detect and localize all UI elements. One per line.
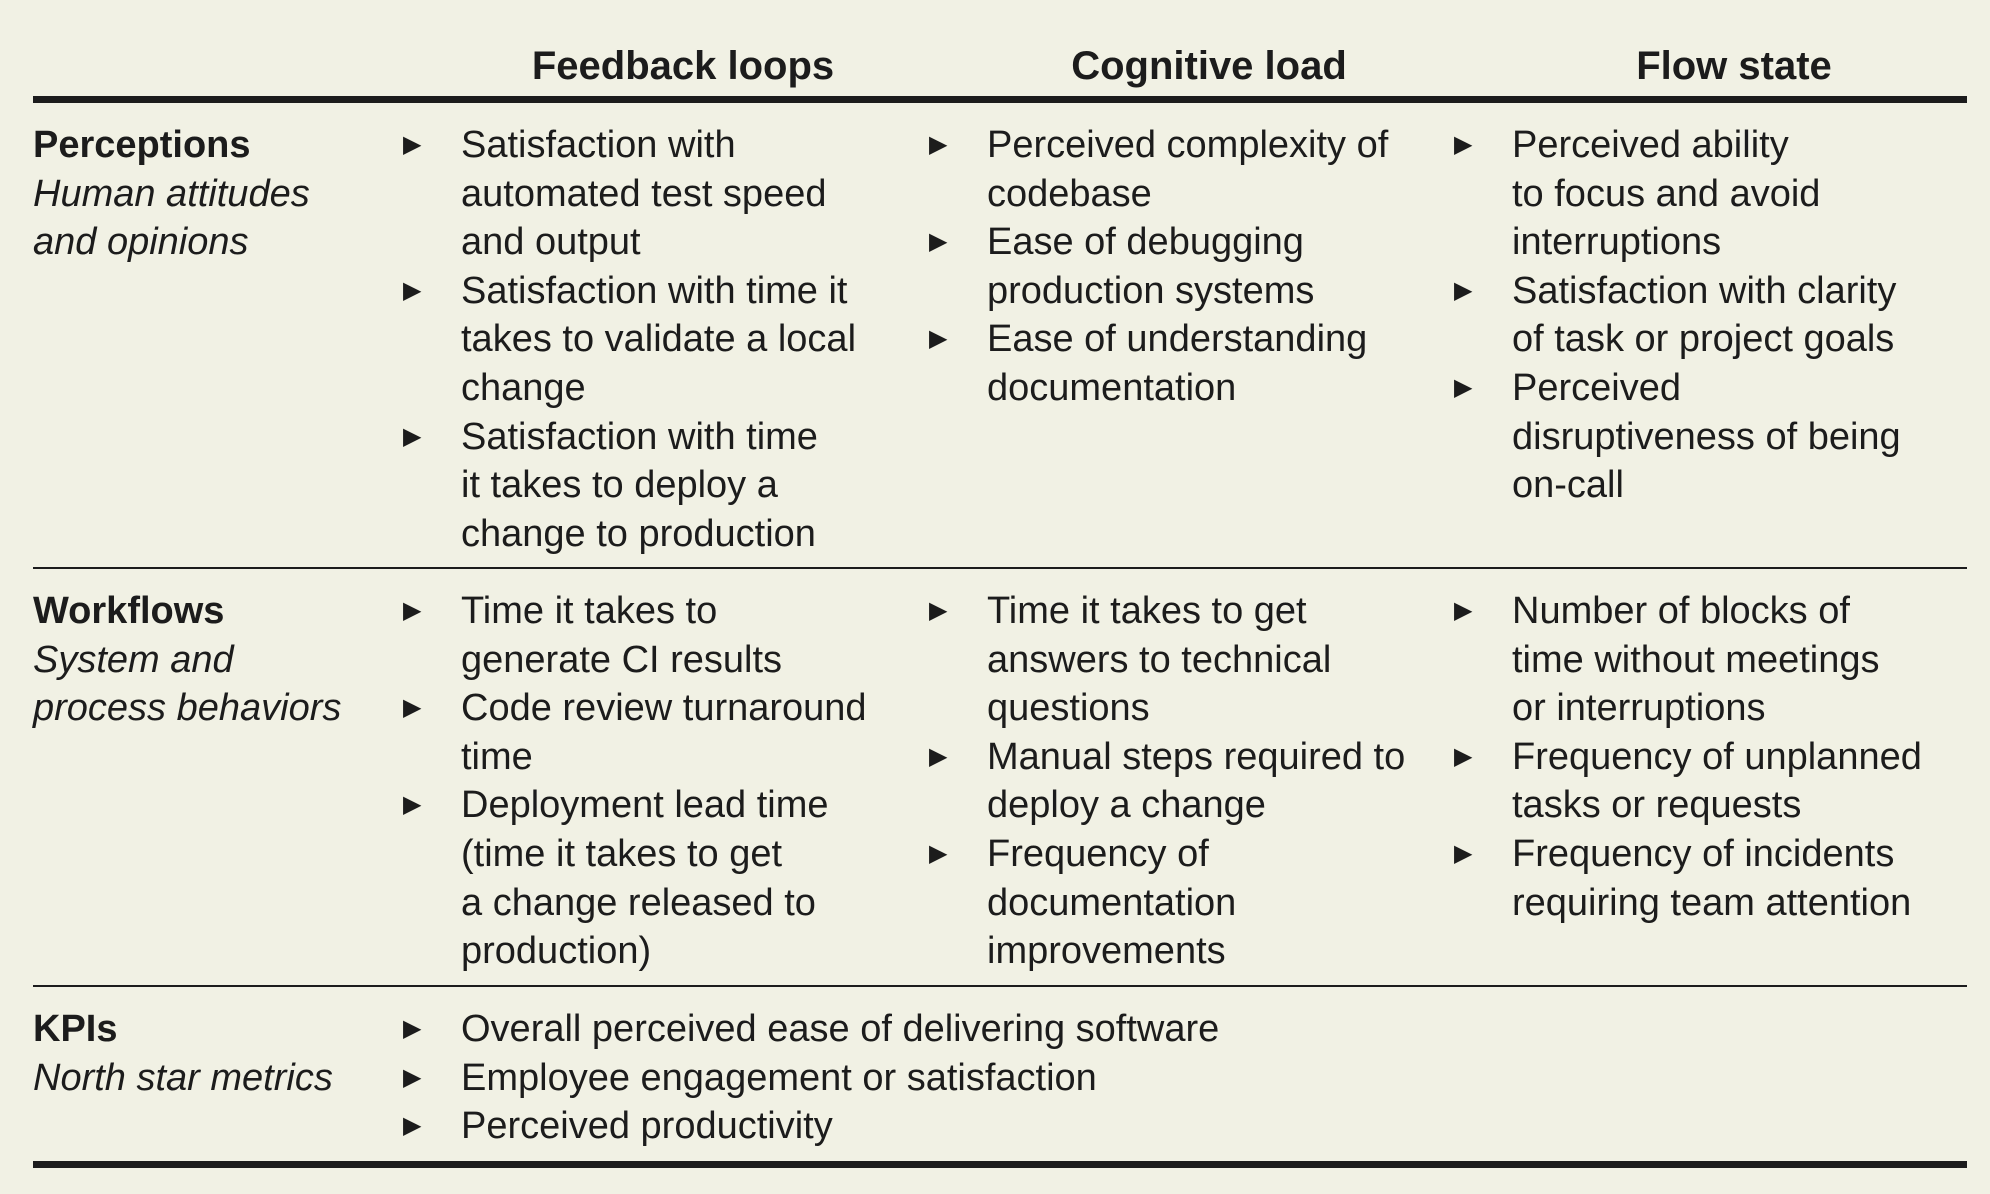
list-item-text: (time it takes to get xyxy=(461,832,783,875)
list-item-text: documentation xyxy=(987,366,1237,409)
bullet-triangle-icon: ▶ xyxy=(929,131,948,158)
footer-rule xyxy=(33,1161,1967,1168)
bullet-triangle-icon: ▶ xyxy=(403,276,422,304)
list-item-text: Satisfaction with time it xyxy=(461,269,848,312)
row-subtitle: System and xyxy=(33,638,234,681)
list-item-text: production) xyxy=(461,930,652,973)
list-item xyxy=(1454,830,1967,927)
cell-perceptions-feedback-loops xyxy=(403,121,903,558)
bullet-triangle-icon: ▶ xyxy=(929,839,948,867)
cell-perceptions-flow-state xyxy=(1454,121,1967,510)
row-title: Workflows xyxy=(33,590,225,632)
list-item-text: or interruptions xyxy=(1512,687,1766,730)
list-item xyxy=(403,1102,1503,1151)
bullet-triangle-icon: ▶ xyxy=(1454,131,1473,158)
list-item-text: and output xyxy=(461,221,641,264)
list-item-text: time xyxy=(461,735,533,778)
bullet-triangle-icon: ▶ xyxy=(1454,597,1473,624)
list-item xyxy=(403,1005,1503,1054)
list-item-text: automated test speed xyxy=(461,172,827,215)
row-title: KPIs xyxy=(33,1008,118,1050)
list-item-text: codebase xyxy=(987,172,1152,215)
list-item-text: improvements xyxy=(987,930,1226,973)
list-item-text: Perceived ability xyxy=(1512,124,1789,166)
bullet-triangle-icon: ▶ xyxy=(403,1015,422,1042)
row-subtitle: North star metrics xyxy=(33,1056,333,1099)
list-item xyxy=(403,781,903,975)
list-item-text: answers to technical xyxy=(987,638,1332,681)
row-workflows xyxy=(33,569,1967,985)
list-item xyxy=(929,587,1429,733)
list-item xyxy=(1454,733,1967,830)
list-item-text: Perceived xyxy=(1512,366,1681,409)
list-item-text: Employee engagement or satisfaction xyxy=(461,1056,1097,1099)
list-item-text: Manual steps required to xyxy=(987,735,1406,778)
row-subtitle: process behaviors xyxy=(33,687,342,730)
column-header-feedback-loops: Feedback loops xyxy=(531,44,835,88)
list-item xyxy=(929,830,1429,976)
list-item-text: change to production xyxy=(461,512,816,555)
cell-workflows-cognitive-load xyxy=(929,587,1429,976)
list-item-text: Satisfaction with clarity xyxy=(1512,269,1897,312)
bullet-triangle-icon: ▶ xyxy=(403,131,422,158)
cell-perceptions-cognitive-load xyxy=(929,121,1429,413)
bullet-triangle-icon: ▶ xyxy=(1454,276,1473,304)
list-item-text: interruptions xyxy=(1512,221,1722,264)
row-kpis xyxy=(33,987,1967,1161)
list-item-text: production systems xyxy=(987,269,1315,312)
list-item-text: Deployment lead time xyxy=(461,784,829,827)
list-item xyxy=(403,587,903,684)
column-header-flow-state: Flow state xyxy=(1636,44,1832,88)
cell-kpis xyxy=(403,1005,1503,1151)
list-item-text: Ease of understanding xyxy=(987,318,1368,361)
row-label-workflows xyxy=(33,587,341,733)
list-item-text: Satisfaction with xyxy=(461,124,736,166)
bullet-triangle-icon: ▶ xyxy=(403,791,422,819)
metrics-table xyxy=(33,38,1967,1168)
bullet-triangle-icon: ▶ xyxy=(403,597,422,624)
list-item xyxy=(1454,267,1967,364)
list-item-text: takes to validate a local xyxy=(461,318,857,361)
list-item-text: it takes to deploy a xyxy=(461,464,778,507)
bullet-triangle-icon: ▶ xyxy=(1454,742,1473,770)
row-subtitle: and opinions xyxy=(33,221,249,264)
bullet-triangle-icon: ▶ xyxy=(1454,373,1473,401)
list-item-text: Frequency of incidents xyxy=(1512,832,1895,875)
list-item-text: deploy a change xyxy=(987,784,1266,827)
bullet-triangle-icon: ▶ xyxy=(403,1063,422,1091)
list-item-text: Number of blocks of xyxy=(1512,590,1850,632)
list-item xyxy=(403,121,903,267)
list-item-text: time without meetings xyxy=(1512,638,1880,681)
list-item-text: Ease of debugging xyxy=(987,221,1304,264)
bullet-triangle-icon: ▶ xyxy=(403,422,422,450)
list-item xyxy=(403,413,903,559)
bullet-triangle-icon: ▶ xyxy=(403,1112,422,1140)
bullet-triangle-icon: ▶ xyxy=(929,742,948,770)
list-item-text: of task or project goals xyxy=(1512,318,1895,361)
row-subtitle: Human attitudes xyxy=(33,172,310,215)
bullet-triangle-icon: ▶ xyxy=(929,597,948,624)
list-item-text: disruptiveness of being xyxy=(1512,415,1901,458)
list-item-text: on-call xyxy=(1512,464,1624,507)
row-perceptions xyxy=(33,103,1967,567)
list-item xyxy=(929,218,1429,315)
list-item-text: change xyxy=(461,366,586,409)
list-item xyxy=(929,315,1429,412)
column-header-cognitive-load: Cognitive load xyxy=(1071,44,1347,88)
bullet-triangle-icon: ▶ xyxy=(929,228,948,256)
list-item xyxy=(403,267,903,413)
list-item-text: questions xyxy=(987,687,1150,730)
bullet-triangle-icon: ▶ xyxy=(403,694,422,722)
cell-workflows-flow-state xyxy=(1454,587,1967,927)
row-label-kpis xyxy=(33,1005,333,1102)
list-item-text: tasks or requests xyxy=(1512,784,1802,827)
list-item-text: documentation xyxy=(987,881,1237,924)
list-item-text: Frequency of unplanned xyxy=(1512,735,1922,778)
list-item-text: Perceived complexity of xyxy=(987,124,1389,166)
row-label-perceptions xyxy=(33,121,310,267)
cell-workflows-feedback-loops xyxy=(403,587,903,976)
list-item-text: generate CI results xyxy=(461,638,783,681)
list-item-text: a change released to xyxy=(461,881,816,924)
list-item xyxy=(1454,121,1967,267)
list-item xyxy=(929,733,1429,830)
list-item xyxy=(1454,364,1967,510)
list-item-text: Satisfaction with time xyxy=(461,415,818,458)
list-item-text: Time it takes to get xyxy=(987,590,1307,632)
list-item xyxy=(403,684,903,781)
list-item-text: Code review turnaround xyxy=(461,687,867,730)
bullet-triangle-icon: ▶ xyxy=(1454,839,1473,867)
list-item xyxy=(1454,587,1967,733)
header-rule xyxy=(33,96,1967,103)
list-item-text: requiring team attention xyxy=(1512,881,1912,924)
list-item-text: Overall perceived ease of delivering software xyxy=(461,1008,1220,1050)
list-item xyxy=(929,121,1429,218)
row-title: Perceptions xyxy=(33,124,251,166)
list-item-text: to focus and avoid xyxy=(1512,172,1821,215)
list-item-text: Perceived productivity xyxy=(461,1105,833,1148)
list-item xyxy=(403,1054,1503,1103)
list-item-text: Frequency of xyxy=(987,832,1209,875)
table-header xyxy=(33,38,1967,96)
bullet-triangle-icon: ▶ xyxy=(929,325,948,353)
list-item-text: Time it takes to xyxy=(461,590,718,632)
